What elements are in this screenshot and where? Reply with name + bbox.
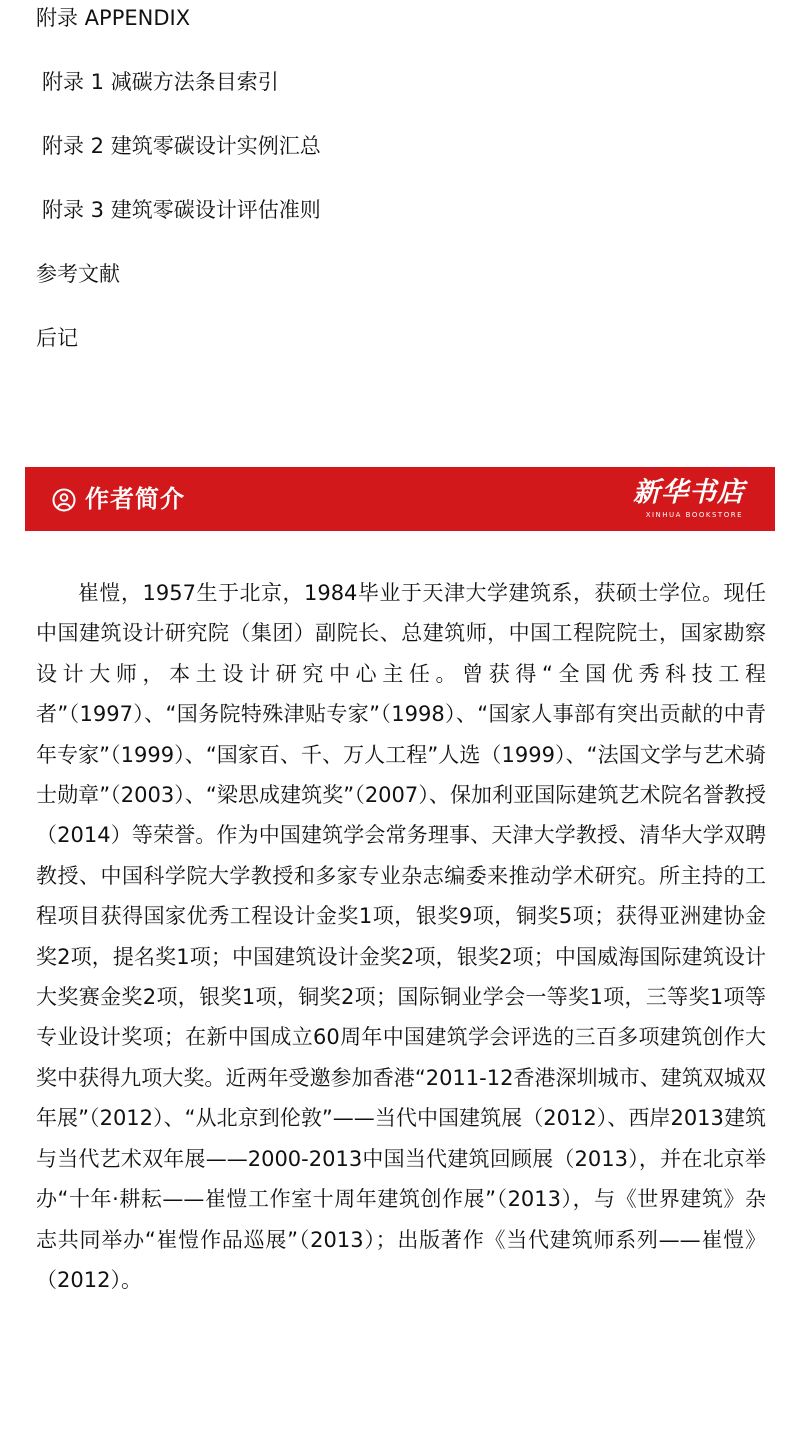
toc-item-references: 参考文献: [36, 262, 120, 286]
toc-item-appendix-2: 附录 2 建筑零碳设计实例汇总: [42, 134, 321, 158]
xinhua-bookstore-logo: [635, 477, 745, 523]
logo-english-text: XINHUA BOOKSTORE: [645, 511, 743, 519]
author-bio-paragraph: 崔愷，1957生于北京，1984毕业于天津大学建筑系，获硕士学位。现任中国建筑设计研究院（集团）副院长、总建筑师，中国工程院院士，国家勘察设计大师，本土设计研究中心主任。曾获得“全国优秀科技工程者”（1997）、“国务院特殊津贴专家”（1998）、“国家人事部有突出贡献的中青年专家”（1999）、“国家百、千、万人工程”人选（1999）、“法国文学与艺术骑士勋章”（2003）、“梁思成建筑奖”（2007）、保加利亚国际建筑艺术院名誉教授（2014）等荣誉。作为中国建筑学会常务理事、天津大学教授、清华大学双聘教授、中国科学院大学教授和多家专业杂志编委来推动学术研究。所主持的工程项目获得国家优秀工程设计金奖1项，银奖9项，铜奖5项；获得亚洲建协金奖2项，提名奖1项；中国建筑设计金奖2项，银奖2项；中国威海国际建筑设计大奖赛金奖2项，银奖1项，铜奖2项；国际铜业学会一等奖1项，三等奖1项等专业设计奖项；在新中国成立60周年中国建筑学会评选的三百多项建筑创作大奖中获得九项大奖。近两年受邀参加香港“2011-12香港深圳城市、建筑双城双年展”（2012）、“从北京到伦敦”——当代中国建筑展（2012）、西岸2013建筑与当代艺术双年展——2000-2013中国当代建筑回顾展（2013），并在北京举办“十年·耕耘——崔愷工作室十周年建筑创作展”（2013），与《世界建筑》杂志共同举办“崔愷作品巡展”（2013）；出版著作《当代建筑师系列——崔愷》（2012）。: [36, 581, 766, 1292]
author-intro-banner: [25, 467, 775, 531]
logo-chinese-text: 新华书店: [633, 477, 745, 508]
toc-item-appendix-1: 附录 1 减碳方法条目索引: [42, 70, 279, 94]
toc-item-appendix-3: 附录 3 建筑零碳设计评估准则: [42, 198, 321, 222]
user-circle-icon: [52, 488, 76, 512]
toc-item-afterword: 后记: [36, 326, 78, 350]
toc-item-appendix: 附录 APPENDIX: [36, 6, 191, 30]
section-title: 作者简介: [85, 485, 185, 513]
